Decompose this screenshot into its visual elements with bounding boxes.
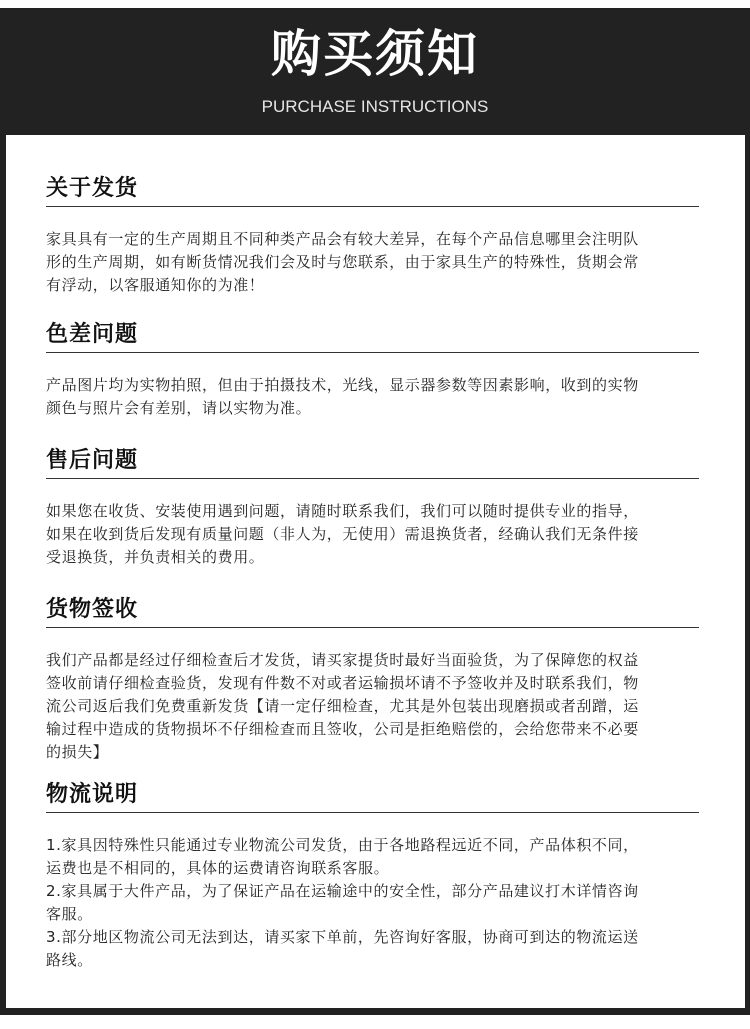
section-body	[46, 374, 699, 420]
body-line: 产品图片均为实物拍照，但由于拍摄技术，光线，显示器参数等因素影响，收到的实物	[46, 376, 639, 394]
content-panel	[6, 135, 745, 1008]
body-line: 路线。	[46, 951, 93, 969]
page-title: 购买须知	[271, 25, 479, 83]
section-heading: 色差问题	[46, 321, 699, 353]
section-logistics	[46, 781, 699, 972]
body-line: 2.家具属于大件产品，为了保证产品在运输途中的安全性，部分产品建议打木详情咨询	[46, 882, 639, 900]
section-heading: 关于发货	[46, 175, 699, 207]
section-body	[46, 834, 699, 972]
section-color-difference	[46, 321, 699, 420]
body-line: 形的生产周期，如有断货情况我们会及时与您联系，由于家具生产的特殊性，货期会常	[46, 253, 639, 271]
body-line: 客服。	[46, 905, 93, 923]
page-subtitle: PURCHASE INSTRUCTIONS	[261, 97, 489, 116]
body-line: 1.家具因特殊性只能通过专业物流公司发货，由于各地路程远近不同，产品体积不同，	[46, 836, 639, 854]
section-shipping	[46, 175, 699, 297]
section-body	[46, 500, 699, 569]
body-line: 3.部分地区物流公司无法到达，请买家下单前，先咨询好客服，协商可到达的物流运送	[46, 928, 639, 946]
body-line: 如果您在收货、安装使用遇到问题，请随时联系我们，我们可以随时提供专业的指导，	[46, 502, 639, 520]
body-line: 我们产品都是经过仔细检查后才发货，请买家提货时最好当面验货，为了保障您的权益	[46, 651, 639, 669]
body-line: 流公司返后我们免费重新发货【请一定仔细检查，尤其是外包装出现磨损或者刮蹭，运	[46, 697, 639, 715]
section-body	[46, 228, 699, 297]
body-line: 受退换货，并负责相关的费用。	[46, 548, 265, 566]
section-heading: 货物签收	[46, 596, 699, 628]
body-line: 有浮动，以客服通知你的为准！	[46, 276, 265, 294]
section-goods-receipt	[46, 596, 699, 764]
body-line: 运费也是不相同的，具体的运费请咨询联系客服。	[46, 859, 390, 877]
body-line: 签收前请仔细检查验货，发现有件数不对或者运输损坏请不予签收并及时联系我们，物	[46, 674, 639, 692]
body-line: 颜色与照片会有差别，请以实物为准。	[46, 399, 312, 417]
body-line: 输过程中造成的货物损坏不仔细检查而且签收，公司是拒绝赔偿的，会给您带来不必要	[46, 720, 639, 738]
section-body	[46, 649, 699, 764]
body-line: 家具具有一定的生产周期且不同种类产品会有较大差异，在每个产品信息哪里会注明队	[46, 230, 639, 248]
section-after-sales	[46, 447, 699, 569]
body-line: 如果在收到货后发现有质量问题（非人为，无使用）需退换货者，经确认我们无条件接	[46, 525, 639, 543]
section-heading: 物流说明	[46, 781, 699, 813]
body-line: 的损失】	[46, 743, 109, 761]
section-heading: 售后问题	[46, 447, 699, 479]
